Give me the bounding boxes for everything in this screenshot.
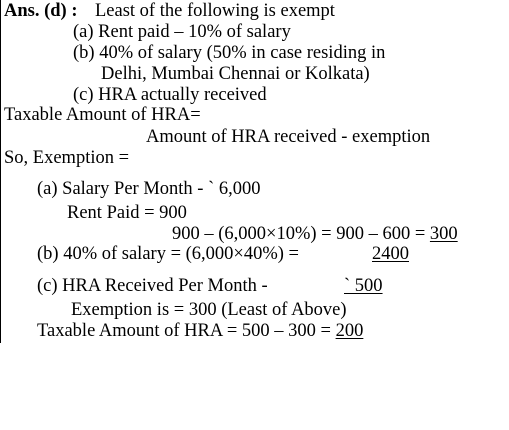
taxable-formula: Amount of HRA received - exemption <box>146 127 431 147</box>
calc-a-salary: (a) Salary Per Month - ` 6,000 <box>37 179 261 199</box>
rent-calc-result: 300 <box>429 224 458 244</box>
left-border-rule <box>0 0 1 343</box>
taxable-final <box>37 321 363 342</box>
calc-c-hra-received: (c) HRA Received Per Month - <box>37 276 268 296</box>
exemption-statement: Exemption is = 300 (Least of Above) <box>71 300 347 320</box>
calc-c-result: ` 500 <box>344 276 383 296</box>
calc-rent-paid: Rent Paid = 900 <box>67 203 187 223</box>
option-b: (b) 40% of salary (50% in case residing in <box>73 43 386 63</box>
taxable-heading: Taxable Amount of HRA= <box>4 105 201 125</box>
answer-intro: Least of the following is exempt <box>95 1 335 21</box>
calc-b-forty-percent: (b) 40% of salary = (6,000×40%) = <box>37 244 299 264</box>
taxable-final-result: 200 <box>335 321 364 341</box>
option-a: (a) Rent paid – 10% of salary <box>73 22 291 42</box>
taxable-final-text: Taxable Amount of HRA = 500 – 300 = <box>37 321 336 341</box>
option-b-continuation: Delhi, Mumbai Chennai or Kolkata) <box>101 64 370 84</box>
so-exemption-label: So, Exemption = <box>4 148 130 168</box>
option-c: (c) HRA actually received <box>73 85 267 105</box>
rent-calc-text: 900 – (6,000×10%) = 900 – 600 = <box>172 224 430 244</box>
answer-label: Ans. (d) : <box>4 1 78 21</box>
calc-b-result: 2400 <box>372 244 409 264</box>
calc-rent-computation <box>172 224 458 245</box>
